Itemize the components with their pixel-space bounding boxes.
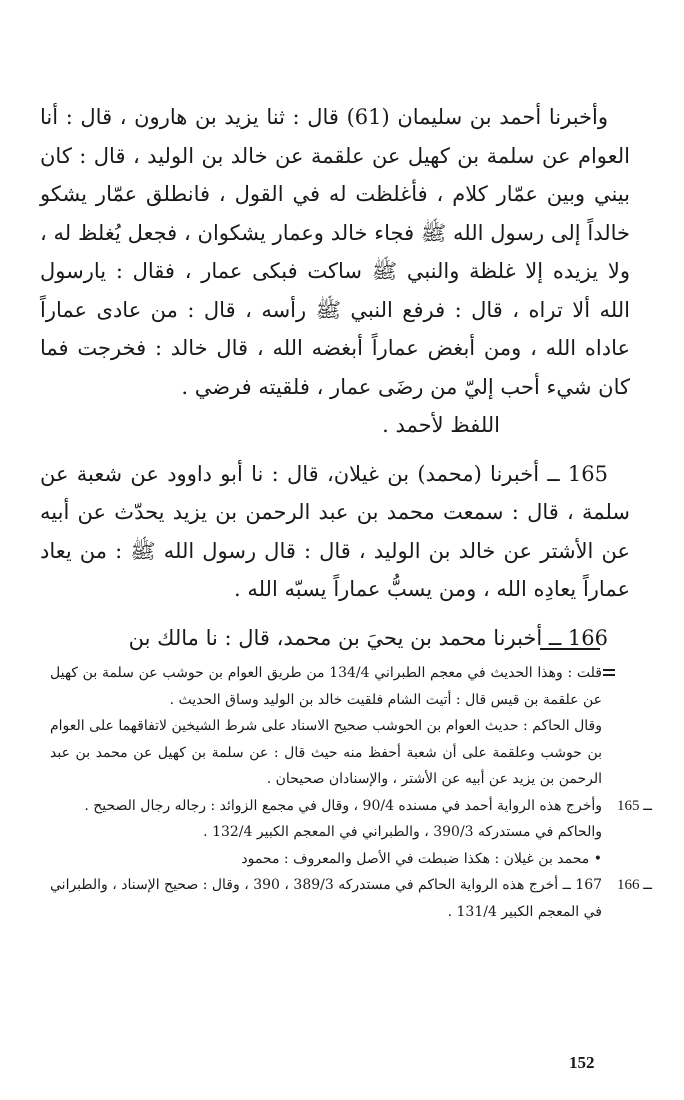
paragraph-hadith-165: 165 ــ أخبرنا (محمد) بن غيلان، قال : نا أبو داوود عن شعبة عن سلمة ، قال : سمعت محمد بن عبد الرحمن بن يزيد يحدّث عن أبيه عن الأشتر عن خالد بن الوليد ، قال : قال رسول الله ﷺ : من يعاد عماراً يعادِه الله ، ومن يسبُّ عماراً يسبّه الله . [40, 461, 630, 601]
footnote-marker-icon [603, 669, 615, 683]
footnote [50, 713, 602, 793]
footnote-number: 166 ــ [616, 877, 652, 893]
paragraph-hadith-166: 166 ــ أخبرنا محمد بن يحيَ بن محمد، قال : نا مالك بن [128, 625, 608, 650]
footnote [50, 872, 652, 925]
footnote-divider [540, 648, 600, 650]
footnote-text: وقال الحاكم : حديث العوام بن الحوشب صحيح الاسناد على شرط الشيخين لاتفاقهما على العوام بن حوشب وعلقمة على أن شعبة أحفظ منه حيث قال : عن سلمة بن كهيل عن محمد بن عبد الرحمن بن يزيد عن أبيه عن الأشتر ، والإسنادان صحيحان . [50, 718, 602, 787]
footnote [50, 819, 602, 846]
footnote-number: 165 ــ [616, 797, 652, 814]
footnote-text: • محمد بن غيلان : هكذا ضبطت في الأصل والمعروف : محمود [241, 850, 602, 867]
footnote [50, 793, 652, 820]
footnote [50, 660, 602, 713]
footnote-text: 167 ــ أخرج هذه الرواية الحاكم في مستدركه 389/3 ، 390 ، وقال : صحيح الإسناد ، والطبراني في المعجم الكبير 131/4 . [50, 877, 603, 920]
paragraph-hadith-164: وأخبرنا أحمد بن سليمان (61) قال : ثنا يزيد بن هارون ، قال : أنا العوام عن سلمة بن كهيل عن علقمة عن خالد بن الوليد ، قال : كان بيني وبين عمّار كلام ، فأغلظت له في القول ، فانطلق عمّار يشكو خالداً إلى رسول الله ﷺ فجاء خالد وعمار يشكوان ، فجعل يُغلظ له ، ولا يزيده إلا غلظة والنبي ﷺ ساكت فبكى عمار ، فقال : يارسول الله ألا تراه ، قال : فرفع النبي ﷺ رأسه ، قال : من عادى عماراً عاداه الله ، ومن أبغض عماراً أبغضه الله ، قال خالد : فخرجت فما كان شيء أحب إليّ من رضَى عمار ، فلقيته فرضي . [40, 105, 630, 399]
footnote [50, 846, 602, 873]
footnote-text: وأخرج هذه الرواية أحمد في مسنده 90/4 ، وقال في مجمع الزوائد : رجاله رجال الصحيح . [84, 797, 602, 814]
page-number: 152 [569, 1053, 595, 1072]
footnote-text: قلت : وهذا الحديث في معجم الطبراني 134/4 من طريق العوام بن حوشب عن سلمة بن كهيل عن علقمة بن قيس قال : أتيت الشام فلقيت خالد بن الوليد وساق الحديث . [50, 665, 602, 708]
main-text [40, 98, 630, 657]
paragraph-wording-note: اللفظ لأحمد . [382, 413, 500, 437]
footnote-text: والحاكم في مستدركه 390/3 ، والطبراني في المعجم الكبير 132/4 . [203, 824, 602, 840]
footnotes [50, 660, 652, 925]
